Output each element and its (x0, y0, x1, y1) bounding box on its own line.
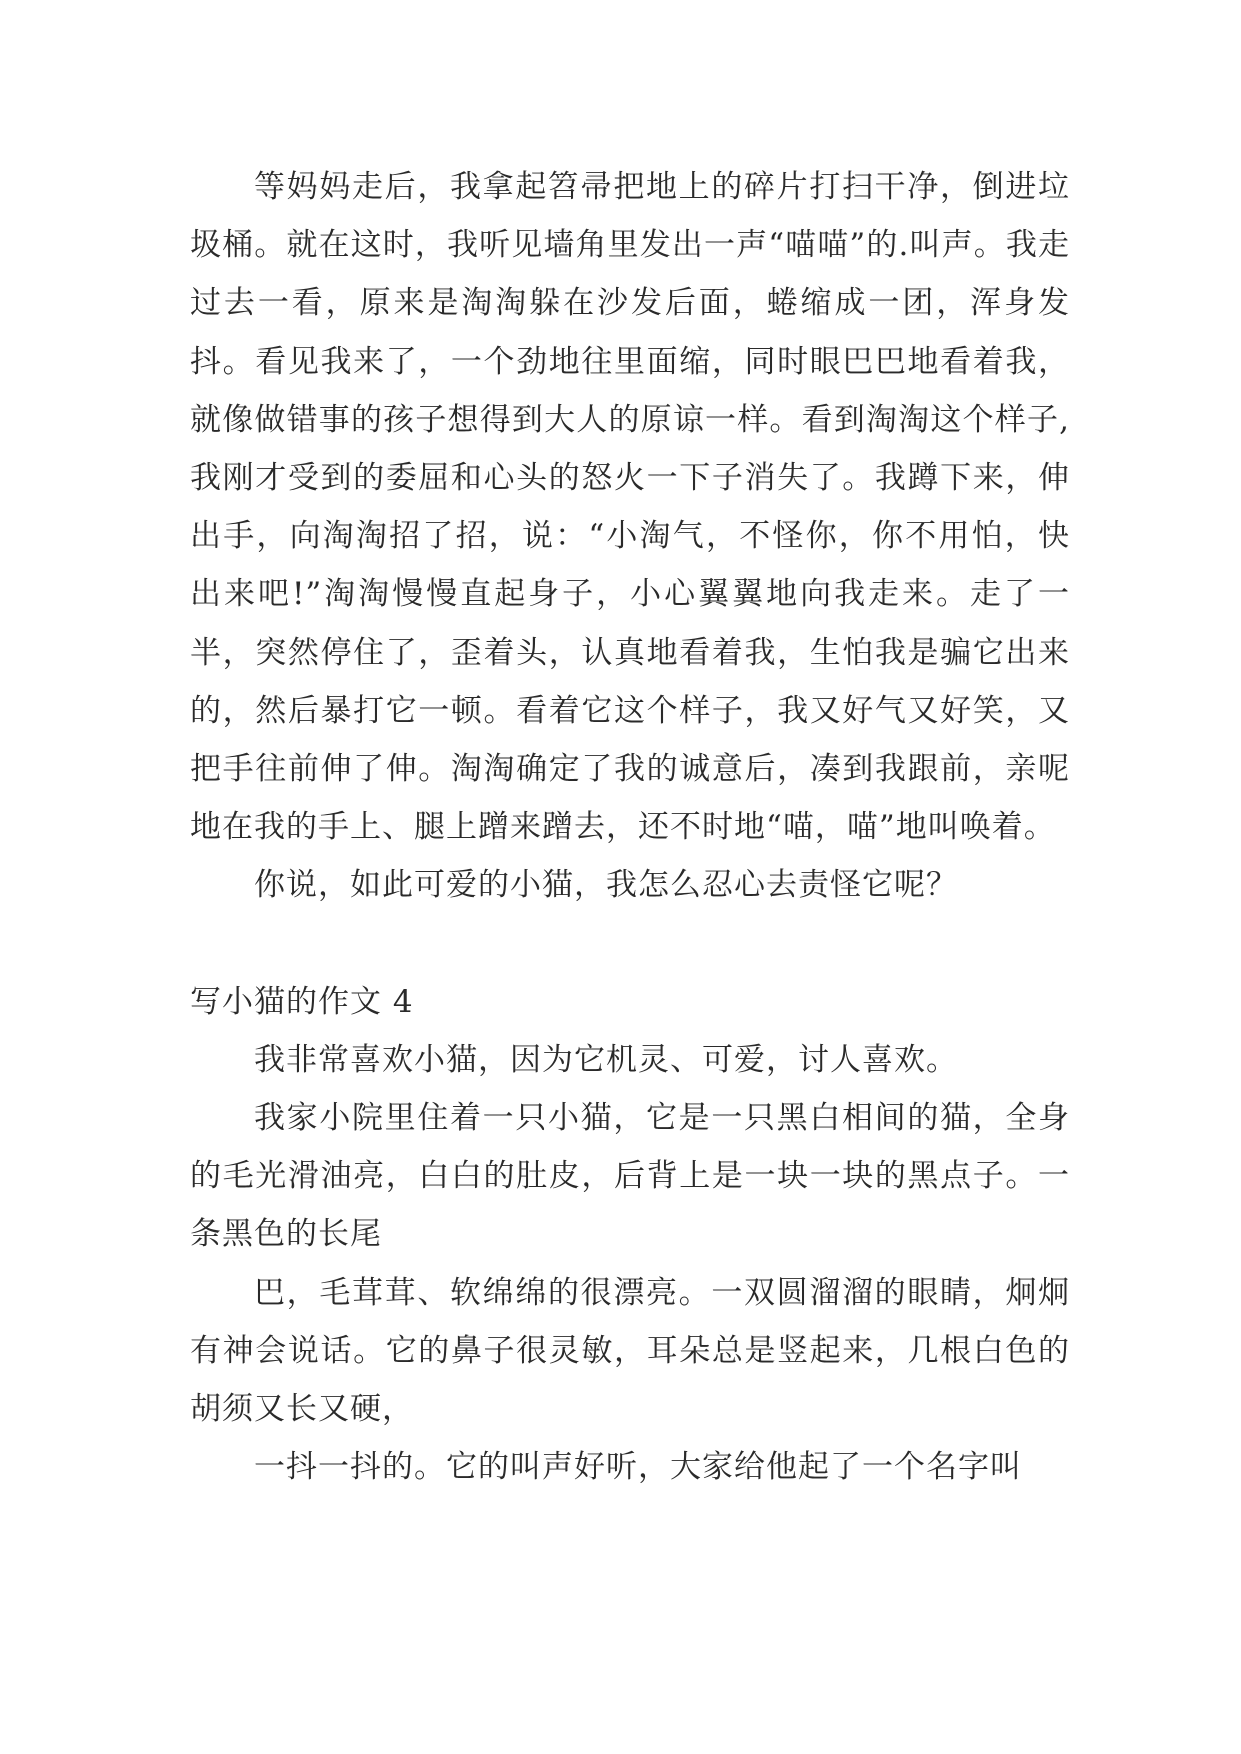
paragraph-features: 巴，毛茸茸、软绵绵的很漂亮。一双圆溜溜的眼睛，炯炯有神会说话。它的鼻子很灵敏，耳朵总是竖起来，几根白色的胡须又长又硬， (190, 1274, 1070, 1428)
paragraph-cat-story: 等妈妈走后，我拿起笤帚把地上的碎片打扫干净，倒进垃圾桶。就在这时，我听见墙角里发出一声“喵喵”的.叫声。我走过去一看，原来是淘淘躲在沙发后面，蜷缩成一团，浑身发抖。看见我来了，一个劲地往里面缩，同时眼巴巴地看着我，就像做错事的孩子想得到大人的原谅一样。看到淘淘这个样子,我刚才受到的委屈和心头的怒火一下子消失了。我蹲下来，伸出手，向淘淘招了招，说：“小淘气，不怪你，你不用怕，快出来吧!”淘淘慢慢直起身子，小心翼翼地向我走来。走了一半，突然停住了，歪着头，认真地看着我，生怕我是骗它出来的，然后暴打它一顿。看着它这个样子，我又好气又好笑，又把手往前伸了伸。淘淘确定了我的诚意后，凑到我跟前，亲呢地在我的手上、腿上蹭来蹭去，还不时地“喵，喵”地叫唤着。 (190, 169, 1070, 846)
section-title: 写小猫的作文 4 (190, 983, 414, 1020)
paragraph-whiskers: 一抖一抖的。它的叫声好听，大家给他起了一个名字叫 (254, 1449, 1022, 1486)
document-body (190, 158, 1070, 1496)
paragraph-appearance: 我家小院里住着一只小猫，它是一只黑白相间的猫，全身的毛光滑油亮，白白的肚皮，后背上是一块一块的黑点子。一条黑色的长尾 (190, 1100, 1070, 1253)
paragraph-conclusion: 你说，如此可爱的小猫，我怎么忍心去责怪它呢？ (254, 867, 958, 904)
paragraph-intro: 我非常喜欢小猫，因为它机灵、可爱，讨人喜欢。 (254, 1041, 958, 1078)
